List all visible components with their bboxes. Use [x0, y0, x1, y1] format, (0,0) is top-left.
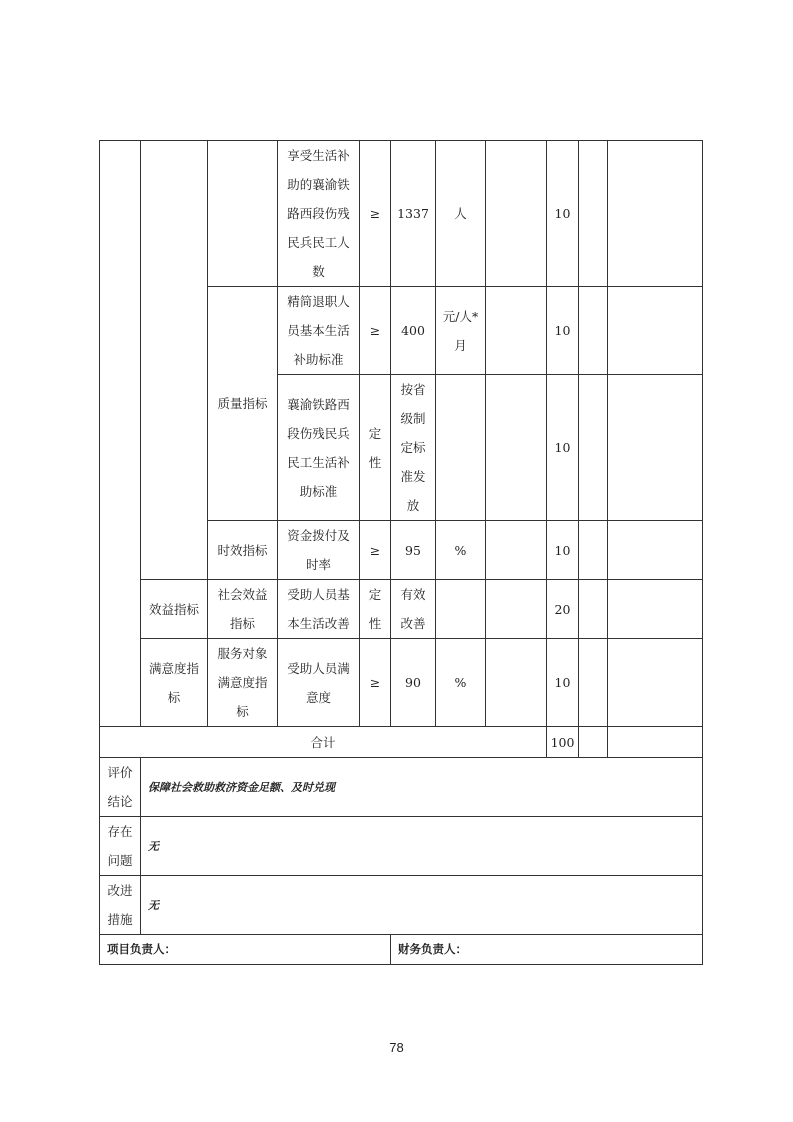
- actual-cell: [486, 141, 547, 287]
- unit-cell: 元/人* 月: [436, 287, 486, 375]
- level2-cell: 效益指标: [141, 580, 208, 639]
- indicator-cell: 受助人员基 本生活改善: [278, 580, 360, 639]
- score-cell: 10: [547, 141, 579, 287]
- remark-cell: [608, 580, 703, 639]
- level3-cell: 质量指标: [208, 287, 278, 521]
- target-cell: 有效 改善: [391, 580, 436, 639]
- evaluation-label: 评价 结论: [100, 758, 141, 817]
- actual-cell: [486, 639, 547, 727]
- remark-cell: [608, 639, 703, 727]
- score-cell: 10: [547, 521, 579, 580]
- got-score-cell: [579, 141, 608, 287]
- operator-cell: 定 性: [360, 375, 391, 521]
- page-number: 78: [389, 1040, 404, 1055]
- total-row: [100, 727, 703, 758]
- operator-cell: ≥: [360, 639, 391, 727]
- level2-cell: [141, 141, 208, 580]
- project-lead-label: 项目负责人：: [100, 935, 391, 965]
- score-cell: 10: [547, 639, 579, 727]
- remark-cell: [608, 375, 703, 521]
- unit-cell: 人: [436, 141, 486, 287]
- signature-row: [100, 935, 703, 965]
- got-score-cell: [579, 287, 608, 375]
- indicator-cell: 资金拨付及 时率: [278, 521, 360, 580]
- indicator-cell: 精简退职人 员基本生活 补助标准: [278, 287, 360, 375]
- got-score-cell: [579, 580, 608, 639]
- operator-cell: ≥: [360, 141, 391, 287]
- table-row: [100, 141, 703, 287]
- level2-cell: 满意度指 标: [141, 639, 208, 727]
- got-score-cell: [579, 727, 608, 758]
- remark-cell: [608, 141, 703, 287]
- operator-cell: ≥: [360, 287, 391, 375]
- remark-cell: [608, 521, 703, 580]
- problems-label: 存在 问题: [100, 817, 141, 876]
- target-cell: 1337: [391, 141, 436, 287]
- got-score-cell: [579, 521, 608, 580]
- unit-cell: [436, 580, 486, 639]
- unit-cell: [436, 375, 486, 521]
- target-cell: 按省 级制 定标 准发 放: [391, 375, 436, 521]
- target-cell: 95: [391, 521, 436, 580]
- target-cell: 400: [391, 287, 436, 375]
- actual-cell: [486, 580, 547, 639]
- total-score: 100: [547, 727, 579, 758]
- level3-cell: 时效指标: [208, 521, 278, 580]
- actual-cell: [486, 287, 547, 375]
- unit-cell: %: [436, 639, 486, 727]
- unit-cell: %: [436, 521, 486, 580]
- problems-row: [100, 817, 703, 876]
- score-cell: 10: [547, 375, 579, 521]
- improvements-label: 改进 措施: [100, 876, 141, 935]
- remark-cell: [608, 287, 703, 375]
- operator-cell: ≥: [360, 521, 391, 580]
- improvements-text: 无: [141, 876, 703, 935]
- got-score-cell: [579, 639, 608, 727]
- indicator-cell: 享受生活补 助的襄渝铁 路西段伤残 民兵民工人 数: [278, 141, 360, 287]
- score-cell: 20: [547, 580, 579, 639]
- table-row: [100, 580, 703, 639]
- actual-cell: [486, 521, 547, 580]
- target-cell: 90: [391, 639, 436, 727]
- level3-cell: 社会效益 指标: [208, 580, 278, 639]
- level3-cell: [208, 141, 278, 287]
- got-score-cell: [579, 375, 608, 521]
- score-cell: 10: [547, 287, 579, 375]
- level3-cell: 服务对象 满意度指 标: [208, 639, 278, 727]
- indicator-cell: 襄渝铁路西 段伤残民兵 民工生活补 助标准: [278, 375, 360, 521]
- finance-lead-label: 财务负责人：: [391, 935, 703, 965]
- performance-table: [99, 140, 703, 965]
- level1-cell: [100, 141, 141, 727]
- total-label: 合计: [100, 727, 547, 758]
- operator-cell: 定 性: [360, 580, 391, 639]
- problems-text: 无: [141, 817, 703, 876]
- improvements-row: [100, 876, 703, 935]
- evaluation-row: [100, 758, 703, 817]
- remark-cell: [608, 727, 703, 758]
- actual-cell: [486, 375, 547, 521]
- evaluation-text: 保障社会救助救济资金足额、及时兑现: [141, 758, 703, 817]
- table-row: [100, 639, 703, 727]
- indicator-cell: 受助人员满 意度: [278, 639, 360, 727]
